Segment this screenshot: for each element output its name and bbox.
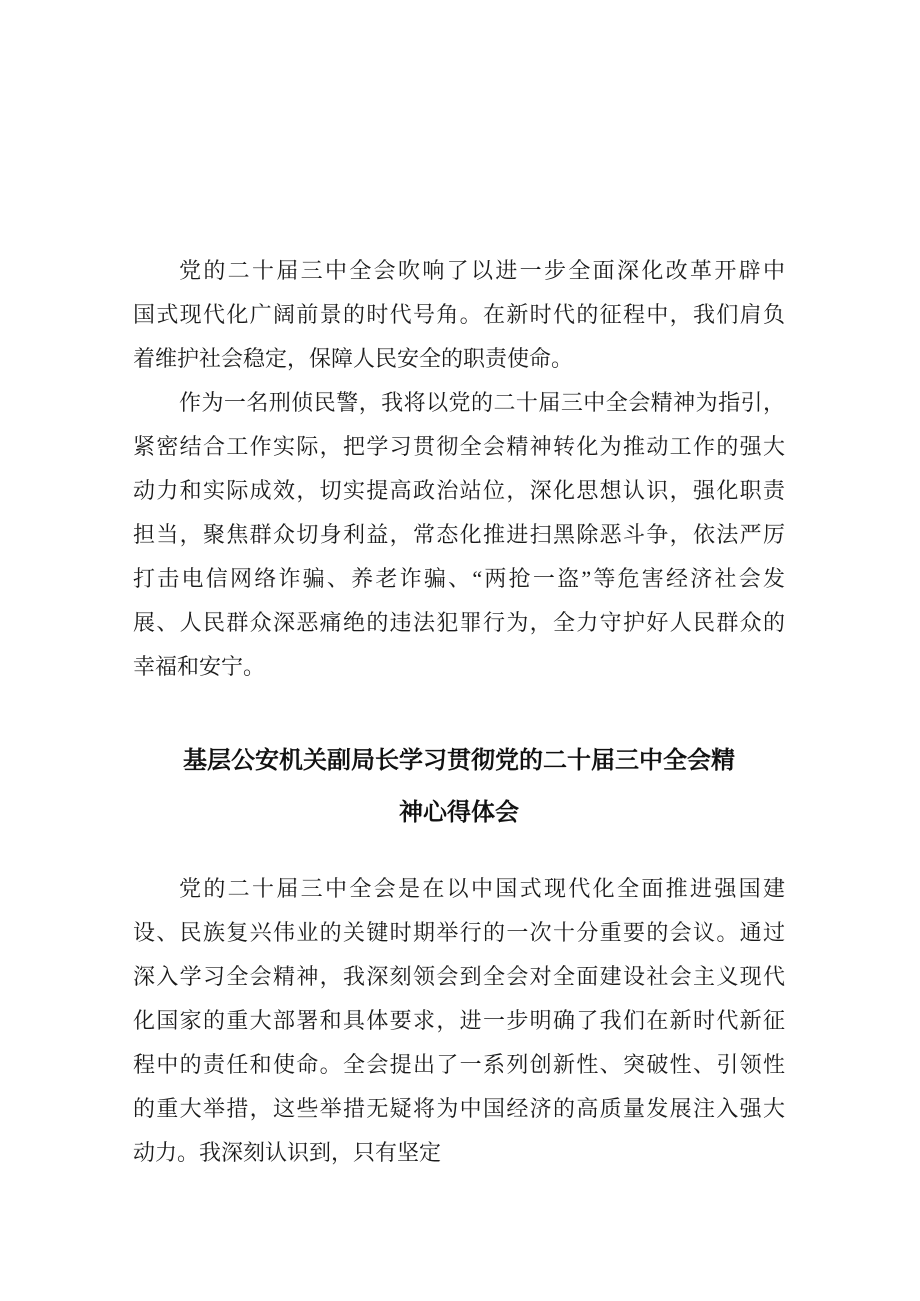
text-line: 党的二十届三中全会吹响了以进一步全面深化改革开辟中	[179, 258, 785, 283]
text-line: 动力。我深刻认识到，只有坚定	[133, 1140, 442, 1165]
text-line: 深入学习全会精神，我深刻领会到全会对全面建设社会主义现代	[133, 964, 785, 989]
text-line: 幸福和安宁。	[133, 654, 266, 679]
text-line: 党的二十届三中全会是在以中国式现代化全面推进强国建	[179, 876, 785, 901]
paragraph	[133, 381, 785, 689]
text-line: 程中的责任和使命。全会提出了一系列创新性、突破性、引领性	[133, 1052, 785, 1077]
section-heading	[133, 735, 785, 839]
text-line: 国式现代化广阔前景的时代号角。在新时代的征程中，我们肩负	[133, 302, 785, 327]
text-line: 担当，聚焦群众切身利益，常态化推进扫黑除恶斗争，依法严厉	[133, 522, 785, 547]
text-line: 打击电信网络诈骗、养老诈骗、“两抢一盗”等危害经济社会发	[133, 566, 785, 591]
text-line: 紧密结合工作实际，把学习贯彻全会精神转化为推动工作的强大	[133, 434, 785, 459]
heading-line: 神心得体会	[399, 799, 519, 826]
text-line: 设、民族复兴伟业的关键时期举行的一次十分重要的会议。通过	[133, 920, 785, 945]
text-line: 着维护社会稳定，保障人民安全的职责使命。	[133, 346, 574, 371]
text-line: 动力和实际成效，切实提高政治站位，深化思想认识，强化职责	[133, 478, 785, 503]
paragraph	[133, 249, 785, 381]
document-body	[133, 249, 785, 1175]
text-line: 化国家的重大部署和具体要求，进一步明确了我们在新时代新征	[133, 1008, 785, 1033]
text-line: 展、人民群众深恶痛绝的违法犯罪行为，全力守护好人民群众的	[133, 610, 785, 635]
text-line: 作为一名刑侦民警，我将以党的二十届三中全会精神为指引，	[179, 390, 785, 415]
paragraph	[133, 867, 785, 1175]
heading-line: 基层公安机关副局长学习贯彻党的二十届三中全会精	[183, 747, 735, 774]
text-line: 的重大举措，这些举措无疑将为中国经济的高质量发展注入强大	[133, 1096, 785, 1121]
